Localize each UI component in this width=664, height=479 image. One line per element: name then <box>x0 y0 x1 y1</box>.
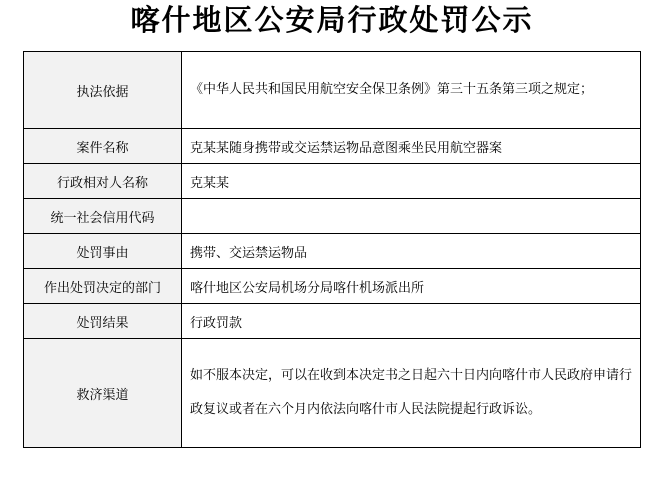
table-row-deciding-department <box>24 269 641 304</box>
row-label-penalty-result: 处罚结果 <box>24 304 182 339</box>
row-value-remedy-channel: 如不服本决定，可以在收到本决定书之日起六十日内向喀什市人民政府申请行政复议或者在六个月内依法向喀什市人民法院提起行政诉讼。 <box>182 339 641 448</box>
table-row-legal-basis <box>24 52 641 129</box>
row-label-credit-code: 统一社会信用代码 <box>24 199 182 234</box>
row-value-penalty-reason: 携带、交运禁运物品 <box>182 234 641 269</box>
row-value-credit-code <box>182 199 641 234</box>
table-row-remedy-channel <box>24 339 641 448</box>
table-row-penalty-reason <box>24 234 641 269</box>
table-row-party-name <box>24 164 641 199</box>
row-value-case-name: 克某某随身携带或交运禁运物品意图乘坐民用航空器案 <box>182 129 641 164</box>
row-label-remedy-channel: 救济渠道 <box>24 339 182 448</box>
table-row-penalty-result <box>24 304 641 339</box>
row-value-legal-basis: 《中华人民共和国民用航空安全保卫条例》第三十五条第三项之规定； <box>182 52 641 129</box>
row-label-case-name: 案件名称 <box>24 129 182 164</box>
page-title: 喀什地区公安局行政处罚公示 <box>130 3 534 37</box>
row-value-deciding-department: 喀什地区公安局机场分局喀什机场派出所 <box>182 269 641 304</box>
row-label-deciding-department: 作出处罚决定的部门 <box>24 269 182 304</box>
row-label-party-name: 行政相对人名称 <box>24 164 182 199</box>
table-row-credit-code <box>24 199 641 234</box>
table-row-case-name <box>24 129 641 164</box>
row-label-penalty-reason: 处罚事由 <box>24 234 182 269</box>
row-value-party-name: 克某某 <box>182 164 641 199</box>
penalty-notice-table <box>23 51 641 448</box>
row-value-penalty-result: 行政罚款 <box>182 304 641 339</box>
row-label-legal-basis: 执法依据 <box>24 52 182 129</box>
